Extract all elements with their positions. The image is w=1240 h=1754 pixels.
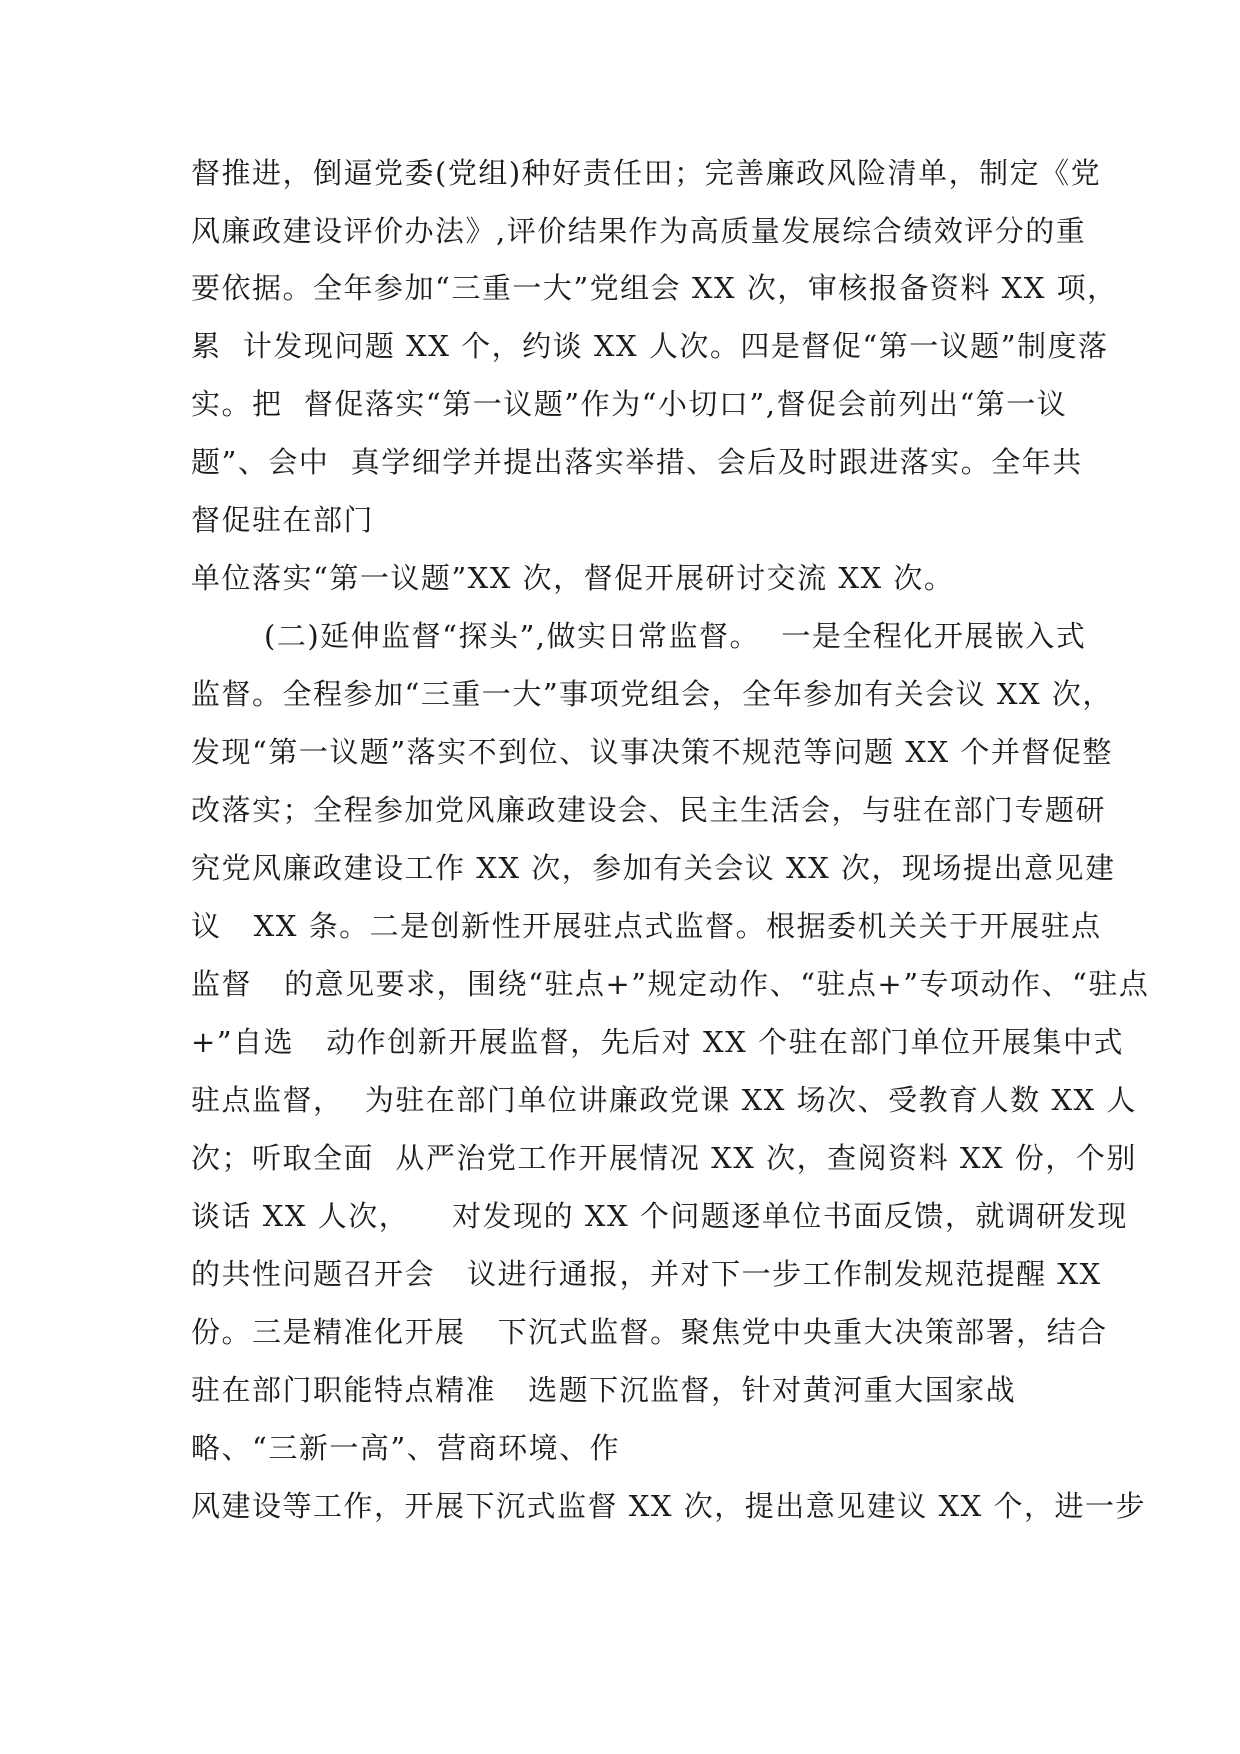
paragraph-line: 略、“三新一高”、营商环境、作 bbox=[191, 1431, 621, 1465]
paragraph-line: 要依据。全年参加“三重一大”党组会 XX 次，审核报备资料 XX 项， bbox=[191, 271, 1118, 305]
paragraph-line: 风建设等工作，开展下沉式监督 XX 次，提出意见建议 XX 个，进一步 bbox=[191, 1489, 1146, 1523]
paragraph-line: 题”、会中 真学细学并提出落实举措、会后及时跟进落实。全年共 bbox=[191, 445, 1083, 479]
paragraph-line: 累 计发现问题 XX 个，约谈 XX 人次。四是督促“第一议题”制度落 bbox=[191, 329, 1109, 363]
section-heading-line: (二)延伸监督“探头”,做实日常监督。 一是全程化开展嵌入式 bbox=[264, 619, 1087, 653]
paragraph-line: 驻在部门职能特点精准 选题下沉监督，针对黄河重大国家战 bbox=[191, 1373, 1017, 1407]
paragraph-line: 改落实；全程参加党风廉政建设会、民主生活会，与驻在部门专题研 bbox=[191, 793, 1107, 827]
paragraph-line: 督推进，倒逼党委(党组)种好责任田；完善廉政风险清单，制定《党 bbox=[191, 156, 1102, 190]
paragraph-line: 谈话 XX 人次， 对发现的 XX 个问题逐单位书面反馈，就调研发现 bbox=[191, 1199, 1128, 1233]
paragraph-line: 究党风廉政建设工作 XX 次，参加有关会议 XX 次，现场提出意见建 bbox=[191, 851, 1116, 885]
paragraph-line: +”自选 动作创新开展监督，先后对 XX 个驻在部门单位开展集中式 bbox=[191, 1025, 1125, 1059]
paragraph-line: 的共性问题召开会 议进行通报，并对下一步工作制发规范提醒 XX bbox=[191, 1257, 1102, 1291]
paragraph-line: 实。把 督促落实“第一议题”作为“小切口”,督促会前列出“第一议 bbox=[191, 387, 1068, 421]
paragraph-line: 监督。全程参加“三重一大”事项党组会，全年参加有关会议 XX 次， bbox=[191, 677, 1113, 711]
paragraph-line: 议 XX 条。二是创新性开展驻点式监督。根据委机关关于开展驻点 bbox=[191, 909, 1102, 943]
paragraph-line: 次；听取全面 从严治党工作开展情况 XX 次，查阅资料 XX 份，个别 bbox=[191, 1141, 1137, 1175]
paragraph-line: 单位落实“第一议题”XX 次，督促开展研讨交流 XX 次。 bbox=[191, 561, 955, 595]
paragraph-line: 风廉政建设评价办法》,评价结果作为高质量发展综合绩效评分的重 bbox=[191, 214, 1087, 248]
paragraph-line: 督促驻在部门 bbox=[191, 503, 375, 537]
paragraph-line: 监督 的意见要求，围绕“驻点+”规定动作、“驻点+”专项动作、“驻点 bbox=[191, 967, 1150, 1001]
paragraph-line: 驻点监督， 为驻在部门单位讲廉政党课 XX 场次、受教育人数 XX 人 bbox=[191, 1083, 1137, 1117]
paragraph-line: 发现“第一议题”落实不到位、议事决策不规范等问题 XX 个并督促整 bbox=[191, 735, 1113, 769]
paragraph-line: 份。三是精准化开展 下沉式监督。聚焦党中央重大决策部署，结合 bbox=[191, 1315, 1108, 1349]
